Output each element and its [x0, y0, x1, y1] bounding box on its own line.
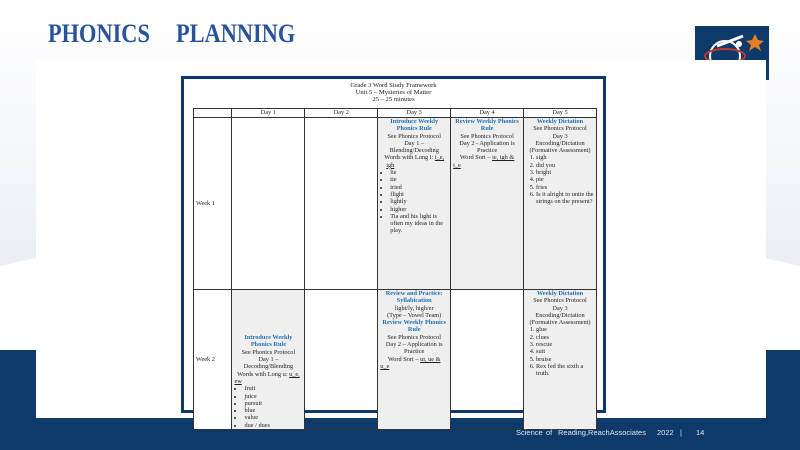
week1-day3-cell: [378, 118, 451, 290]
list-item: 4. suit: [536, 348, 594, 355]
list-item: • tie: [390, 176, 448, 183]
cell-line: Day 1 –: [258, 356, 279, 364]
list-item: • tried: [390, 184, 448, 191]
list-item: • lightly: [390, 198, 448, 205]
cell-pattern: u_e: [380, 362, 390, 370]
cell-line: Word Sort – ui, ue &: [387, 355, 441, 363]
planning-table: [193, 108, 597, 430]
word-list: [380, 169, 448, 235]
cell-line: See Phonics Protocol: [387, 333, 441, 341]
cell-line: See Phonics Protocol: [533, 125, 587, 133]
column-header: [194, 109, 232, 118]
list-item: 6. Is it alright to untie the strings on the present?: [536, 191, 594, 206]
cell-line: See Phonics Protocol: [533, 297, 587, 305]
cell-title: Introduce Weekly Phonics Rule: [390, 118, 439, 133]
cell-line: Words with Long u: u_e,: [237, 370, 300, 378]
cell-title: Introduce Weekly Phonics Rule: [244, 334, 293, 349]
cell-line: Day 3: [552, 304, 568, 312]
list-item: 3. rescue: [536, 341, 594, 348]
list-item: • blue: [244, 407, 302, 414]
list-item: 6. Rex fed the sixth a truth.: [536, 363, 594, 378]
column-header: Day 2: [305, 109, 378, 118]
slide-title-planning: PLANNING: [176, 19, 296, 48]
list-item: 5. fries: [536, 184, 594, 191]
column-header: Day 5: [524, 109, 597, 118]
list-item: 1. glue: [536, 326, 594, 333]
cell-pattern: i_e: [453, 161, 461, 169]
cell-line: Word Sort – ie, igh &: [459, 154, 515, 162]
cell-line: Day 2 – Application is Practice: [385, 341, 443, 356]
week1-day2-cell: [305, 118, 378, 290]
cell-title: Weekly Dictation: [536, 118, 584, 125]
cell-line: light/ly, high/er: [394, 304, 434, 312]
week2-day4-cell: [451, 290, 524, 430]
week2-day5-cell: [524, 290, 597, 430]
cell-line: Decoding/Blending: [243, 363, 294, 371]
cell-line: (Formative Assessment): [529, 319, 591, 327]
list-item: 4. pie: [536, 176, 594, 183]
cell-line: See Phonics Protocol: [241, 348, 296, 356]
footer-separator: |: [680, 428, 682, 437]
cell-line: Day 1 –: [404, 139, 425, 147]
table-row-week-2: [194, 290, 597, 430]
week-label: Week 2: [194, 290, 232, 430]
cell-pattern: ew: [234, 377, 242, 385]
cell-line: Day 3: [552, 132, 568, 140]
list-item: • flight: [390, 191, 448, 198]
word-list: [234, 385, 302, 429]
cell-line: Blending/Decoding: [389, 147, 439, 155]
week1-day1-cell: [232, 118, 305, 290]
list-item: 5. bruise: [536, 356, 594, 363]
cell-title: Review Weekly Phonics Rule: [382, 319, 446, 334]
list-item: 3. bright: [536, 169, 594, 176]
table-header-row: [194, 109, 597, 118]
list-item: • higher: [390, 206, 448, 213]
list-item: • due / dues: [244, 422, 302, 429]
footer-of: of: [546, 428, 553, 437]
cell-title: Weekly Dictation: [536, 290, 584, 297]
cell-title: Review Weekly Phonics Rule: [455, 118, 519, 133]
footer-year: 2022: [657, 428, 674, 437]
week1-day4-cell: [451, 118, 524, 290]
week2-day2-cell: [305, 290, 378, 430]
week2-day3-cell: [378, 290, 451, 430]
column-header: Day 1: [232, 109, 305, 118]
cell-line: Encoding/Dictation: [535, 311, 585, 319]
cell-line: See Phonics Protocol: [460, 132, 514, 140]
cell-pattern: igh: [386, 161, 395, 169]
list-item: • pursuit: [244, 400, 302, 407]
cell-line: Day 2 - Application is Practice: [459, 139, 515, 155]
footer-organization: Reading,ReachAssociates: [558, 428, 646, 437]
cell-line: Encoding/Dictation: [535, 139, 585, 147]
slide-title-phonics: PHONICS: [48, 19, 150, 48]
footer-source: Science: [516, 428, 543, 437]
list-item: 2. clues: [536, 334, 594, 341]
week-label: Week 1: [194, 118, 232, 290]
list-item: 2. did you: [536, 162, 594, 169]
table-row-week-1: [194, 118, 597, 290]
list-item: • Tia and his light is often my ideas in the play.: [390, 213, 448, 235]
list-item: • juice: [244, 393, 302, 400]
footer-page-number: 14: [696, 428, 705, 437]
cell-title: Review and Practice: Syllabication: [385, 290, 443, 305]
document-header: [193, 82, 594, 103]
framework-document: [181, 76, 606, 429]
cell-line: (Formative Assessment): [529, 147, 591, 155]
dictation-list: [526, 326, 594, 377]
list-item: • lie: [390, 169, 448, 176]
column-header: Day 3: [378, 109, 451, 118]
week2-day1-cell: [232, 290, 305, 430]
document-unit: Unit 5 – Mysteries of Matter: [355, 89, 432, 96]
document-heading: Grade 3 Word Study Framework: [350, 82, 437, 89]
column-header: Day 4: [451, 109, 524, 118]
cell-line: See Phonics Protocol: [387, 132, 441, 140]
document-time: 25 – 25 minutes: [372, 96, 415, 103]
list-item: 1. sigh: [536, 154, 594, 161]
cell-line: Words with Long i: i_e,: [384, 154, 445, 162]
dictation-list: [526, 154, 594, 205]
week1-day5-cell: [524, 118, 597, 290]
list-item: • fruit: [244, 385, 302, 392]
cell-line: (Type – Vowel Team): [387, 311, 442, 319]
list-item: • value: [244, 414, 302, 421]
